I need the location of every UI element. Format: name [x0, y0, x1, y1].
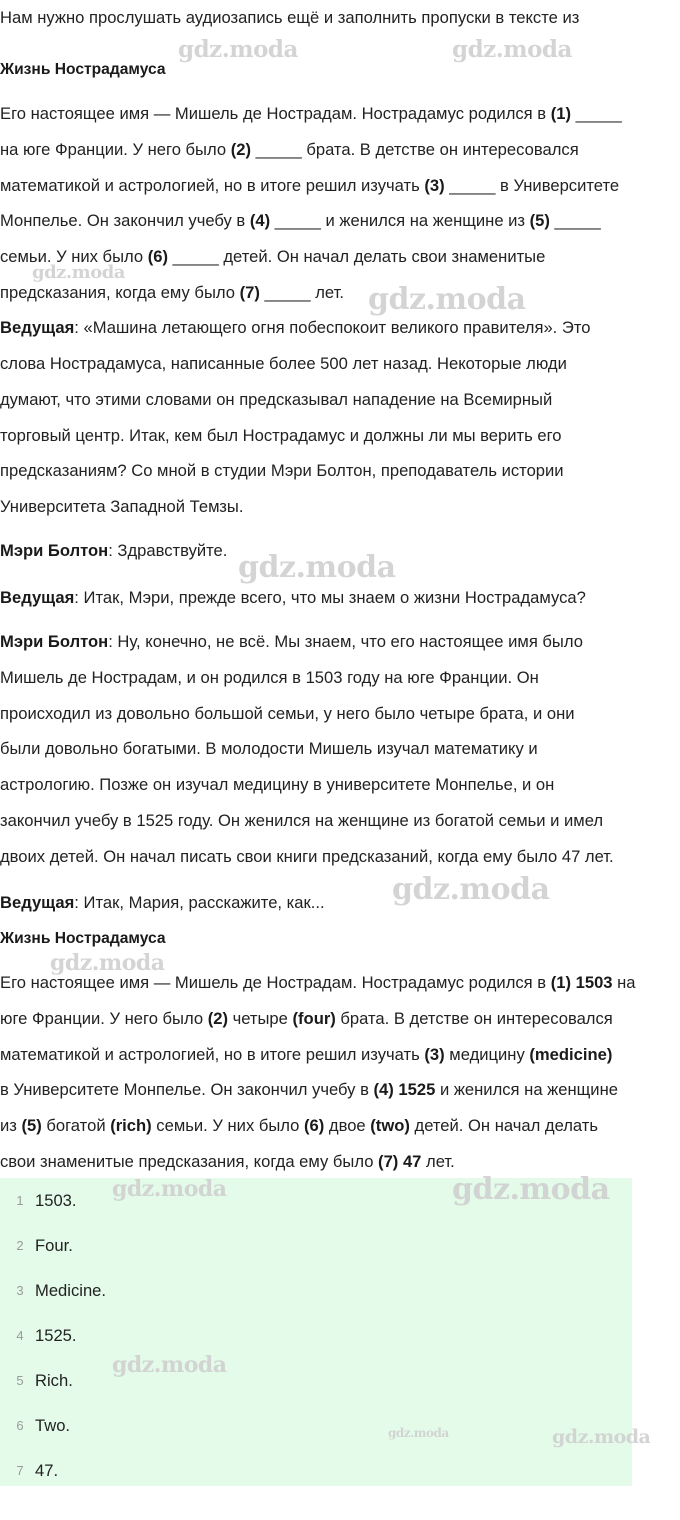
bold-fragment: (3)	[424, 176, 445, 195]
text-fragment: _____	[571, 104, 622, 123]
text-fragment: слова Нострадамуса, написанные более 500 лет назад. Некоторые люди	[0, 354, 567, 373]
text-line	[0, 132, 680, 168]
watermark: gdz.moda	[238, 550, 396, 585]
text-fragment: предсказаниям? Со мной в студии Мэри Болтон, преподаватель истории	[0, 461, 564, 480]
text-line	[0, 1072, 680, 1108]
bold-fragment: (4)	[249, 211, 271, 230]
text-fragment: _____	[549, 211, 601, 230]
bold-fragment: (two)	[370, 1116, 410, 1135]
watermark: gdz.moda	[452, 36, 572, 63]
text-fragment: : Ну, конечно, не всё. Мы знаем, что его настоящее имя было	[108, 632, 583, 651]
answer-number: 7	[16, 1463, 24, 1478]
answer-number: 4	[16, 1328, 24, 1343]
watermark: gdz.moda	[452, 1172, 610, 1207]
bold-fragment: Мэри Болтон	[0, 541, 109, 560]
bold-fragment: (2)	[207, 1009, 228, 1028]
watermark: gdz.moda	[32, 262, 125, 283]
watermark: gdz.moda	[368, 282, 526, 317]
text-fragment: предсказания, когда ему было	[0, 283, 240, 302]
text-line	[0, 310, 680, 346]
text-fragment: : «Машина летающего огня побеспокоит великого правителя». Это	[74, 318, 591, 337]
text-fragment: двое	[324, 1116, 371, 1135]
text-fragment: Мишель де Нострадам, и он родился в 1503 году на юге Франции. Он	[0, 668, 539, 687]
text-fragment: и женился на женщине	[435, 1080, 618, 1099]
watermark: gdz.moda	[112, 1352, 227, 1378]
text-fragment: Нам нужно прослушать аудиозапись ещё и заполнить пропуски в тексте из	[0, 8, 580, 27]
text-fragment: юге Франции. У него было	[0, 1009, 208, 1028]
answer-number: 1	[16, 1193, 24, 1208]
text-line	[0, 885, 680, 921]
answer-text: Four.	[35, 1236, 73, 1255]
text-line	[0, 696, 680, 732]
text-fragment: двоих детей. Он начал писать свои книги предсказаний, когда ему было 47 лет.	[0, 847, 614, 866]
text-line	[0, 1037, 680, 1073]
text-fragment: семьи. У них было	[151, 1116, 304, 1135]
watermark: gdz.moda	[112, 1176, 227, 1202]
answer-text: Medicine.	[35, 1281, 107, 1300]
text-fragment: _____ брата. В детстве он интересовался	[250, 140, 579, 159]
answer-number: 3	[16, 1283, 24, 1298]
text-line	[0, 203, 680, 239]
watermark: gdz.moda	[178, 36, 298, 63]
text-fragment: _____ в Университете	[444, 176, 620, 195]
text-fragment: думают, что этими словами он предсказывал нападение на Всемирный	[0, 390, 553, 409]
text-fragment: на юге Франции. У него было	[0, 140, 231, 159]
text-fragment: на	[612, 973, 636, 992]
text-line	[0, 580, 680, 616]
text-line	[0, 96, 680, 132]
bold-fragment: (7) 47	[378, 1152, 422, 1171]
bold-fragment: (6)	[304, 1116, 325, 1135]
answer-number: 6	[16, 1418, 24, 1433]
text-line	[0, 382, 680, 418]
text-fragment: закончил учебу в 1525 году. Он женился на женщине из богатой семьи и имел	[0, 811, 604, 830]
text-fragment: : Итак, Мария, расскажите, как...	[74, 893, 325, 912]
answer-item	[0, 1403, 632, 1448]
text-fragment: лет.	[421, 1152, 455, 1171]
answer-list	[0, 1178, 632, 1486]
text-fragment: _____ и женился на женщине из	[270, 211, 530, 230]
answer-text: 1525.	[35, 1326, 77, 1345]
bold-fragment: (5)	[529, 211, 550, 230]
text-line	[0, 0, 680, 36]
answer-item	[0, 1358, 632, 1403]
text-line	[0, 660, 680, 696]
text-fragment: : Здравствуйте.	[108, 541, 228, 560]
text-fragment: торговый центр. Итак, кем был Нострадамус и должны ли мы верить его	[0, 426, 562, 445]
text-line	[0, 1001, 680, 1037]
text-fragment: брата. В детстве он интересовался	[335, 1009, 613, 1028]
text-fragment: четыре	[227, 1009, 293, 1028]
bold-fragment: (1) 1503	[550, 973, 613, 992]
text-line	[0, 839, 680, 875]
text-fragment: свои знаменитые предсказания, когда ему было	[0, 1152, 379, 1171]
text-line	[0, 767, 680, 803]
text-fragment: : Итак, Мэри, прежде всего, что мы знаем о жизни Нострадамуса?	[74, 588, 586, 607]
answer-item	[0, 1448, 632, 1493]
text-fragment: астрологию. Позже он изучал медицину в университете Монпелье, и он	[0, 775, 555, 794]
bold-fragment: (medicine)	[529, 1045, 613, 1064]
answer-text: Two.	[35, 1416, 71, 1435]
text-line	[0, 624, 680, 660]
watermark: gdz.moda	[388, 1426, 449, 1440]
bold-fragment: Мэри Болтон	[0, 632, 109, 651]
text-fragment: Его настоящее имя — Мишель де Нострадам. Нострадамус родился в	[0, 973, 551, 992]
text-line	[0, 453, 680, 489]
answer-text: 47.	[35, 1461, 59, 1480]
answer-item	[0, 1268, 632, 1313]
answer-text: 1503.	[35, 1191, 77, 1210]
text-fragment: в Университете Монпелье. Он закончил учебу в	[0, 1080, 374, 1099]
bold-fragment: (7)	[239, 283, 260, 302]
text-line	[0, 168, 680, 204]
answer-number: 2	[16, 1238, 24, 1253]
text-line	[0, 418, 680, 454]
section-heading	[0, 52, 680, 88]
text-fragment: семьи. У них было	[0, 247, 148, 266]
text-fragment: медицину	[444, 1045, 530, 1064]
watermark: gdz.moda	[50, 950, 165, 976]
text-line	[0, 1108, 680, 1144]
text-fragment: _____ детей. Он начал делать свои знаменитые	[167, 247, 546, 266]
text-fragment: из	[0, 1116, 22, 1135]
bold-fragment: (4) 1525	[373, 1080, 436, 1099]
answer-number: 5	[16, 1373, 24, 1388]
bold-fragment: (2)	[230, 140, 251, 159]
text-fragment: Монпелье. Он закончил учебу в	[0, 211, 250, 230]
text-line	[0, 489, 680, 525]
text-fragment: Его настоящее имя — Мишель де Нострадам. Нострадамус родился в	[0, 104, 551, 123]
answer-item	[0, 1313, 632, 1358]
text-fragment: математикой и астрологией, но в итоге решил изучать	[0, 1045, 425, 1064]
text-line	[0, 803, 680, 839]
text-fragment: детей. Он начал делать	[409, 1116, 599, 1135]
bold-fragment: (rich)	[110, 1116, 152, 1135]
bold-fragment: Ведущая	[0, 588, 75, 607]
bold-fragment: (6)	[147, 247, 168, 266]
text-line	[0, 346, 680, 382]
answer-item	[0, 1223, 632, 1268]
text-fragment: _____ лет.	[259, 283, 344, 302]
text-fragment: были довольно богатыми. В молодости Мишель изучал математику и	[0, 739, 538, 758]
watermark: gdz.moda	[552, 1426, 651, 1448]
text-fragment: богатой	[41, 1116, 111, 1135]
answer-text: Rich.	[35, 1371, 73, 1390]
bold-fragment: Ведущая	[0, 318, 75, 337]
bold-fragment: (3)	[424, 1045, 445, 1064]
bold-fragment: (5)	[21, 1116, 42, 1135]
bold-fragment: Ведущая	[0, 893, 75, 912]
text-fragment: происходил из довольно большой семьи, у него было четыре брата, и они	[0, 704, 575, 723]
text-fragment: Жизнь Нострадамуса	[0, 61, 166, 78]
text-fragment: математикой и астрологией, но в итоге решил изучать	[0, 176, 425, 195]
bold-fragment: (1)	[550, 104, 571, 123]
watermark: gdz.moda	[392, 872, 550, 907]
text-fragment: Университета Западной Темзы.	[0, 497, 244, 516]
bold-fragment: (four)	[292, 1009, 336, 1028]
text-line	[0, 731, 680, 767]
text-fragment: Жизнь Нострадамуса	[0, 930, 166, 947]
